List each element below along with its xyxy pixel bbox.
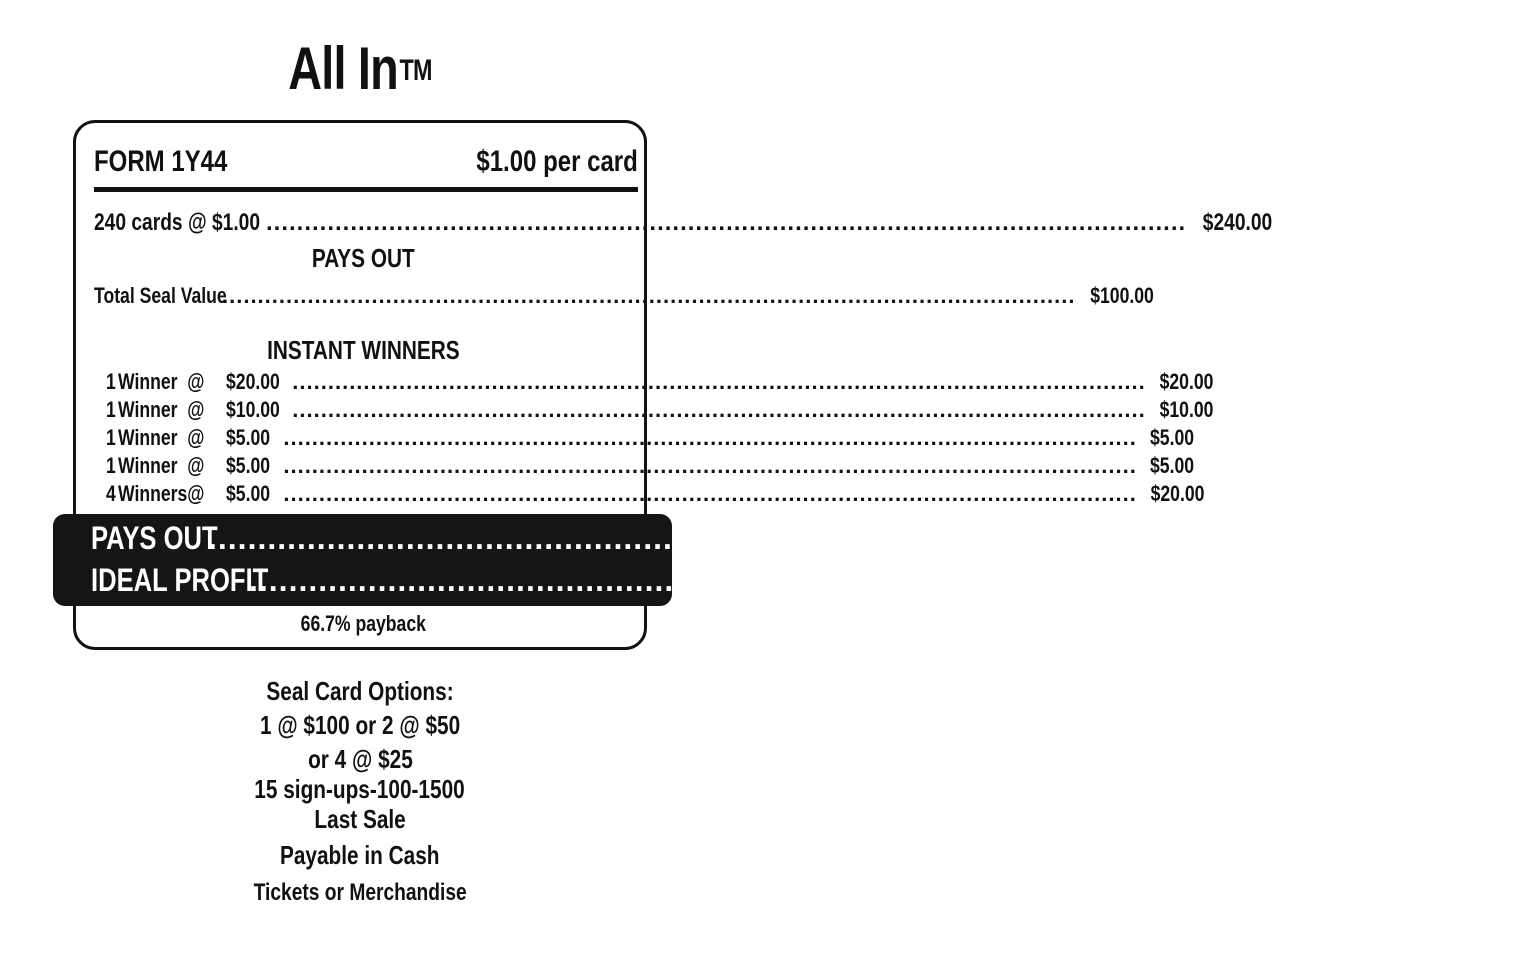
summary-band xyxy=(53,514,1532,606)
winner-label: Winners@ xyxy=(118,481,205,506)
winner-label: Winner @ xyxy=(118,425,205,450)
cards-label: 240 cards @ $1.00 xyxy=(94,209,261,236)
seal-option-line: Last Sale xyxy=(314,804,406,834)
form-header xyxy=(94,145,638,179)
price-per-card: $1.00 per card xyxy=(476,145,638,178)
winner-label: Winner @ xyxy=(118,369,205,394)
seal-option-line: 1 @ $100 or 2 @ $50 xyxy=(259,710,461,740)
trademark-mark: TM xyxy=(399,54,432,87)
game-title xyxy=(0,34,720,104)
dot-leader: ........................................................................................................................ xyxy=(283,481,1137,506)
seal-value-label: Total Seal Value xyxy=(94,283,227,308)
seal-value-amount: $100.00 xyxy=(1090,283,1155,308)
winner-total: $10.00 xyxy=(1159,397,1214,422)
winner-row xyxy=(106,397,1214,423)
form-number: FORM 1Y44 xyxy=(94,145,228,178)
seal-value-line xyxy=(94,283,1155,309)
pays-out-total-value: $160.00 xyxy=(1414,520,1508,556)
cards-line xyxy=(94,209,1273,237)
winner-each: $5.00 xyxy=(226,425,271,450)
winner-count: 4 xyxy=(106,481,116,506)
dot-leader: ........................................................................................................................ xyxy=(208,520,1395,556)
dot-leader: ........................................................................................................................ xyxy=(249,562,1436,598)
winner-row xyxy=(106,453,1194,479)
winner-total: $5.00 xyxy=(1149,453,1194,478)
winner-count: 1 xyxy=(106,425,116,450)
winner-count: 1 xyxy=(106,369,116,394)
winner-label: Winner @ xyxy=(118,453,205,478)
winner-each: $10.00 xyxy=(226,397,281,422)
pays-out-total-line xyxy=(91,520,1508,557)
pays-out-heading: PAYS OUT xyxy=(311,243,415,273)
winner-each: $5.00 xyxy=(226,453,271,478)
seal-card-options xyxy=(0,676,720,908)
winner-each: $20.00 xyxy=(226,369,281,394)
dot-leader: ........................................................................................................................ xyxy=(266,209,1187,236)
pays-out-total-label: PAYS OUT xyxy=(91,520,218,556)
winner-count: 1 xyxy=(106,453,116,478)
title-text: All In xyxy=(288,35,398,102)
seal-option-line: Seal Card Options: xyxy=(266,676,454,706)
seal-option-line: Payable in Cash xyxy=(280,840,440,870)
seal-option-line: 15 sign-ups-100-1500 xyxy=(254,774,466,804)
winner-label: Winner @ xyxy=(118,397,205,422)
winner-total: $20.00 xyxy=(1150,481,1205,506)
winner-total: $5.00 xyxy=(1149,425,1194,450)
dot-leader: ........................................................................................................................ xyxy=(292,369,1146,394)
instant-winners-heading: INSTANT WINNERS xyxy=(266,335,460,365)
header-divider xyxy=(94,187,638,192)
ideal-profit-label: IDEAL PROFIT xyxy=(91,562,269,598)
dot-leader: ........................................................................................................................ xyxy=(283,453,1137,478)
payback-percentage: 66.7% payback xyxy=(300,611,426,636)
dot-leader: ........................................................................................................................ xyxy=(283,425,1137,450)
dot-leader: ........................................................................................................................ xyxy=(292,397,1146,422)
ideal-profit-value: $80.00 xyxy=(1453,562,1532,598)
dot-leader: ........................................................................................................................ xyxy=(222,283,1076,308)
seal-option-line: or 4 @ $25 xyxy=(307,744,413,774)
seal-option-line: Tickets or Merchandise xyxy=(253,879,467,906)
ideal-profit-line xyxy=(91,562,1532,599)
winner-total: $20.00 xyxy=(1159,369,1214,394)
winner-each: $5.00 xyxy=(226,481,271,506)
winner-row xyxy=(106,425,1194,451)
winner-row xyxy=(106,369,1214,395)
cards-value: $240.00 xyxy=(1202,209,1273,236)
winner-count: 1 xyxy=(106,397,116,422)
winner-row xyxy=(106,481,1205,507)
